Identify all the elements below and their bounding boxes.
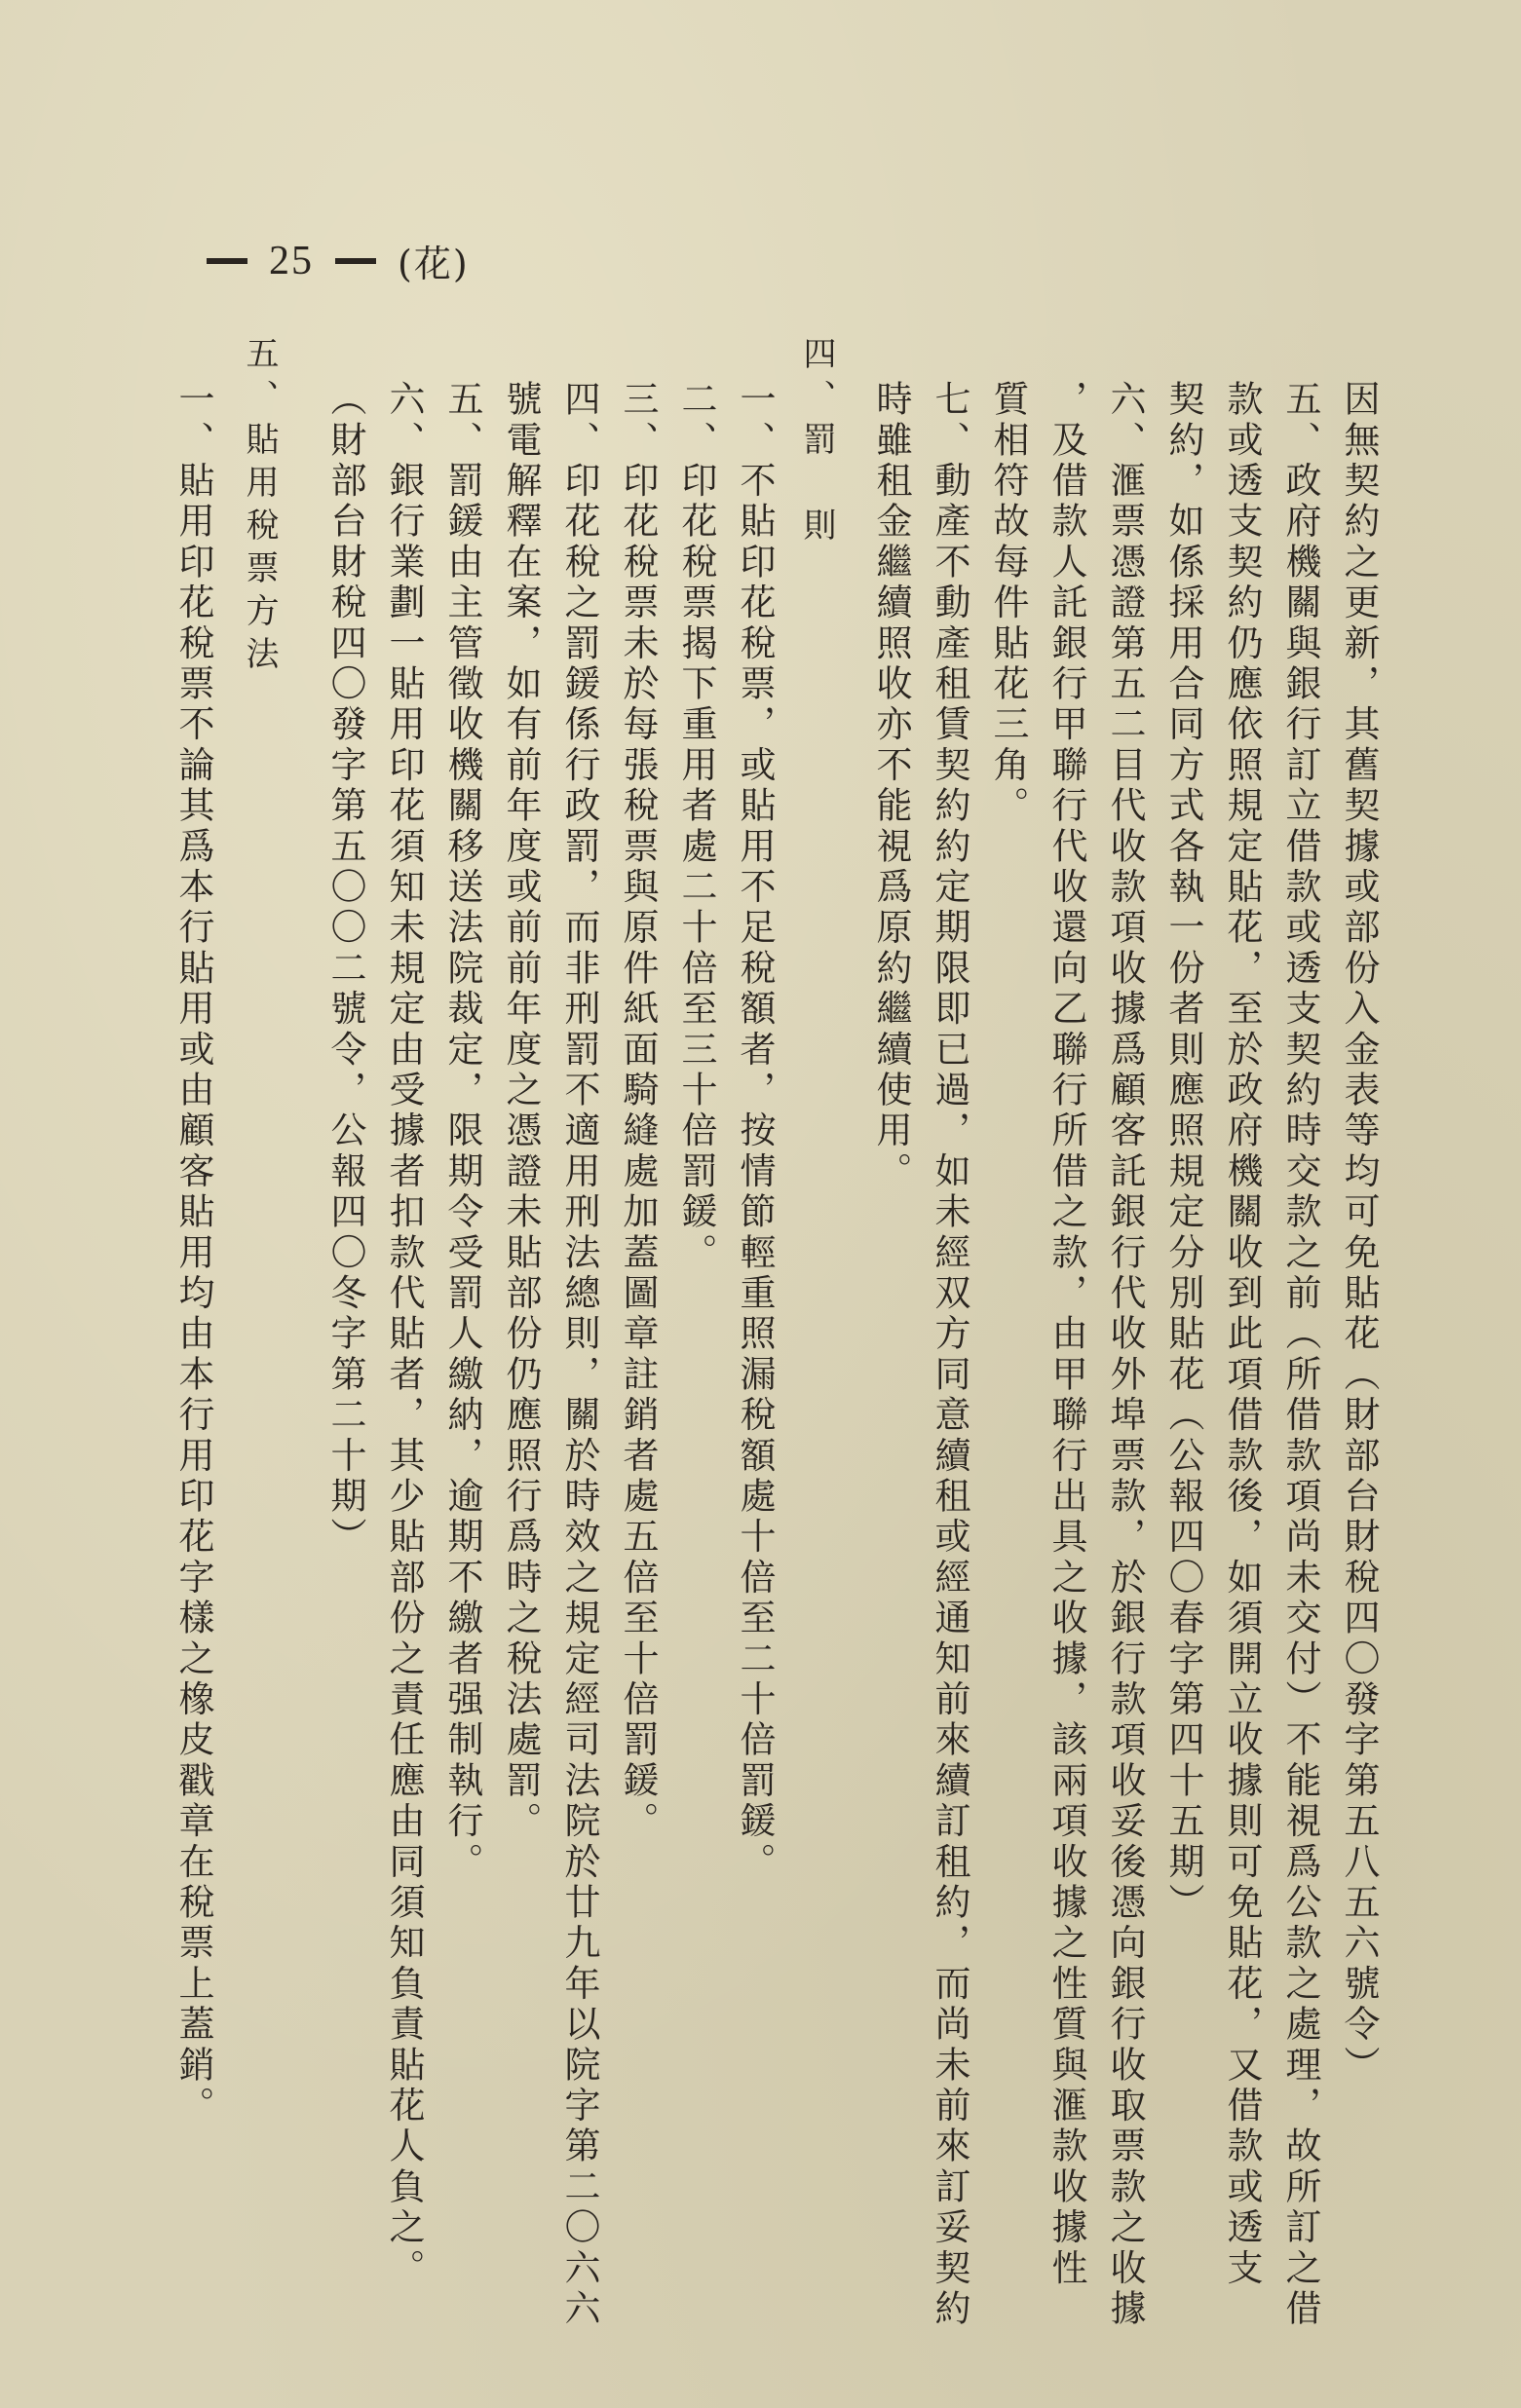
text-column: 款或透支契約仍應依照規定貼花，至於政府機關收到此項借款後，如須開立收據則可免貼花，又借款或透支 [1221, 380, 1263, 2289]
text-column: 號電解釋在案，如有前年度或前前年度之憑證未貼部份仍應照行爲時之稅法處罰。 [500, 380, 542, 1843]
text-column: 七、動產不動產租賃契約約定期限即已過，如未經双方同意續租或經通知前來續訂租約，而尚未前來訂妥契約 [929, 380, 970, 2330]
page-number: 25 [269, 238, 314, 283]
citation-column: （財部台財稅四〇發字第五〇〇二號令，公報四〇冬字第二十期） [324, 380, 366, 1559]
section-heading-stamp-method: 五、貼用稅票方法 [240, 336, 279, 679]
text-column: 六、滙票憑證第五二目代收款項收據爲顧客託銀行代收外埠票款，於銀行款項收妥後憑向銀行收取票款之收據 [1104, 380, 1146, 2330]
text-column: 質相符故每件貼花三角。 [987, 380, 1029, 827]
text-column: 契約，如係採用合同方式各執一份者則應照規定分別貼花（公報四〇春字第四十五期） [1162, 380, 1204, 1924]
text-column: ，及借款人託銀行甲聯行代收還向乙聯行所借之款，由甲聯行出具之收據，該兩項收據之性質與滙款收據性 [1046, 380, 1087, 2289]
text-column: 三、印花稅票未於每張稅票與原件紙面騎縫處加蓋圖章註銷者處五倍至十倍罰鍰。 [617, 380, 659, 1843]
text-column: 六、銀行業劃一貼用印花須知未規定由受據者扣款代貼者，其少貼部份之責任應由同須知負責貼花人負之。 [383, 380, 425, 2289]
section-tag: (花) [398, 243, 470, 285]
text-column: 時雖租金繼續照收亦不能視爲原約繼續使用。 [870, 380, 912, 1192]
page-header [207, 234, 470, 287]
section-heading-penalties: 四、罰 則 [797, 336, 836, 550]
text-column: 一、貼用印花稅票不論其爲本行貼用或由顧客貼用均由本行用印花字樣之橡皮戳章在稅票上蓋銷。 [172, 380, 214, 2127]
text-column: 四、印花稅之罰鍰係行政罰，而非刑罰不適用刑法總則，關於時效之規定經司法院於廿九年以院字第二〇六六 [558, 380, 600, 2330]
text-column: 一、不貼印花稅票，或貼用不足稅額者，按情節輕重照漏稅額處十倍至二十倍罰鍰。 [734, 380, 776, 1883]
dash-right [335, 258, 376, 264]
text-column: 二、印花稅票揭下重用者處二十倍至三十倍罰鍰。 [675, 380, 717, 1274]
text-column: 五、罰鍰由主管徵收機關移送法院裁定，限期令受罰人繳納，逾期不繳者强制執行。 [441, 380, 483, 1883]
text-column: 因無契約之更新，其舊契據或部份入金表等均可免貼花（財部台財稅四〇發字第五八五六號令） [1338, 380, 1380, 2087]
text-column: 五、政府機關與銀行訂立借款或透支契約時交款之前（所借款項尚未交付）不能視爲公款之處理，故所訂之借 [1279, 380, 1321, 2330]
dash-left [207, 258, 247, 264]
